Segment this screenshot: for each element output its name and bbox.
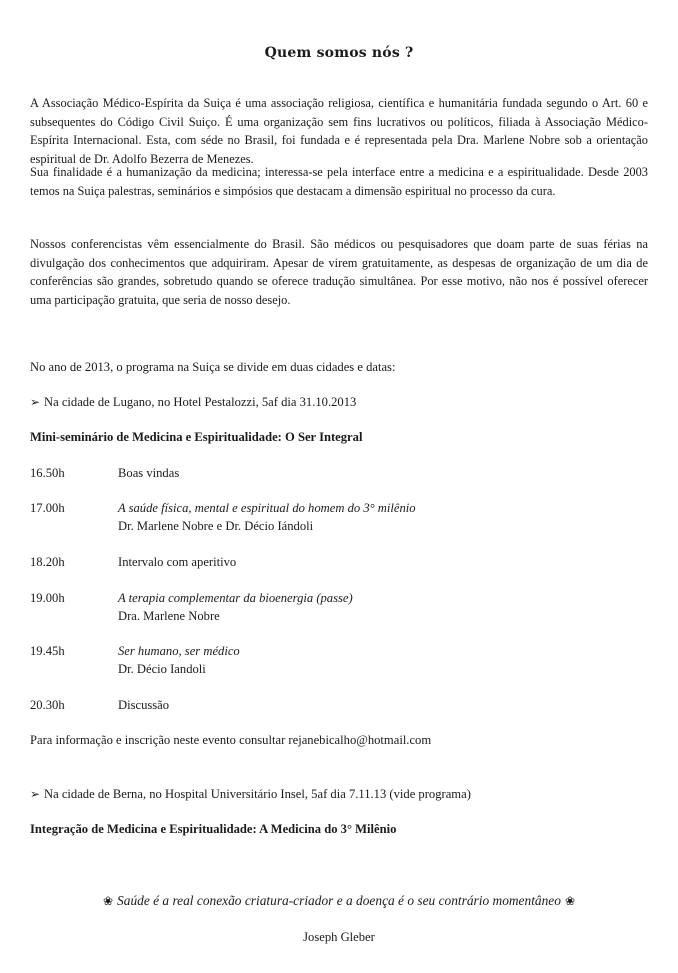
berna-heading [30,785,471,803]
talk-title: A terapia complementar da bioenergia (passe) [118,591,353,605]
flower-icon: ❀ [102,894,114,908]
schedule-label: Discussão [118,698,170,712]
program-intro: No ano de 2013, o programa na Suiça se divide em duas cidades e datas: [30,360,396,374]
closing-quote [0,893,678,909]
schedule-entry [118,553,236,571]
intro-paragraph-2: Sua finalidade é a humanização da medicina; interessa-se pela interface entre a medicina e a espiritualidade. Desde 2003 temos na Suiça palestras, seminários e simpósios que destacam a dimensão espiritual no processo da cura. [30,165,648,198]
schedule-time: 16.50h [30,466,65,480]
arrow-bullet-icon: ➢ [30,787,41,801]
schedule-label: Intervalo com aperitivo [118,555,237,569]
schedule-entry [118,499,416,535]
schedule-entry [118,464,179,482]
schedule-entry [118,696,169,714]
talk-title: Ser humano, ser médico [118,644,240,658]
arrow-bullet-icon: ➢ [30,395,41,409]
quote-author: Joseph Gleber [303,930,375,944]
schedule-time: 19.45h [30,644,65,658]
talk-speaker: Dra. Marlene Nobre [118,609,220,623]
intro-paragraph-1: A Associação Médico-Espírita da Suiça é uma associação religiosa, científica e humanitária fundada segundo o Art. 60 e subsequentes do Código Civil Suiço. É uma organização sem fins lucrativos ou políticos, filiada à Associação Médico-Espírita Internacional. Esta, com séde no Brasil, foi fundada e é representada pela Dra. Marlene Nobre sob a orientação espiritual de Dr. Adolfo Bezerra de Menezes. [30,96,648,166]
schedule-time: 18.20h [30,555,65,569]
talk-title: A saúde física, mental e espiritual do homem do 3° milênio [118,501,416,515]
intro-paragraph-3: Nossos conferencistas vêm essencialmente do Brasil. São médicos ou pesquisadores que doam parte de suas férias na divulgação dos conhecimentos que adquiriram. Apesar de virem gratuitamente, as despesas de organização de um dia de conferências são grandes, sobretudo quando se oferece tradução simultânea. Por esse motivo, não nos é possível oferecer uma participação gratuita, que seria de nosso desejo. [30,237,648,307]
lugano-heading [30,393,356,411]
berna-seminar-title: Integração de Medicina e Espiritualidade: A Medicina do 3° Milênio [30,822,397,836]
schedule-time: 17.00h [30,501,65,515]
talk-speaker: Dr. Décio Iandoli [118,662,206,676]
talk-speaker: Dr. Marlene Nobre e Dr. Décio Iándoli [118,519,314,533]
flower-icon: ❀ [564,894,576,908]
schedule-time: 20.30h [30,698,65,712]
schedule-entry [118,589,353,625]
lugano-contact: Para informação e inscrição neste evento consultar rejanebicalho@hotmail.com [30,733,432,747]
schedule-label: Boas vindas [118,466,180,480]
page-title: Quem somos nós ? [264,45,414,61]
quote-text: Saúde é a real conexão criatura-criador e a doença é o seu contrário momentâneo [117,893,561,908]
lugano-heading-text: Na cidade de Lugano, no Hotel Pestalozzi, 5af dia 31.10.2013 [44,395,357,409]
schedule-entry [118,642,240,678]
berna-heading-text: Na cidade de Berna, no Hospital Universitário Insel, 5af dia 7.11.13 (vide programa) [44,787,471,801]
schedule-time: 19.00h [30,591,65,605]
lugano-seminar-title: Mini-seminário de Medicina e Espiritualidade: O Ser Integral [30,430,363,444]
